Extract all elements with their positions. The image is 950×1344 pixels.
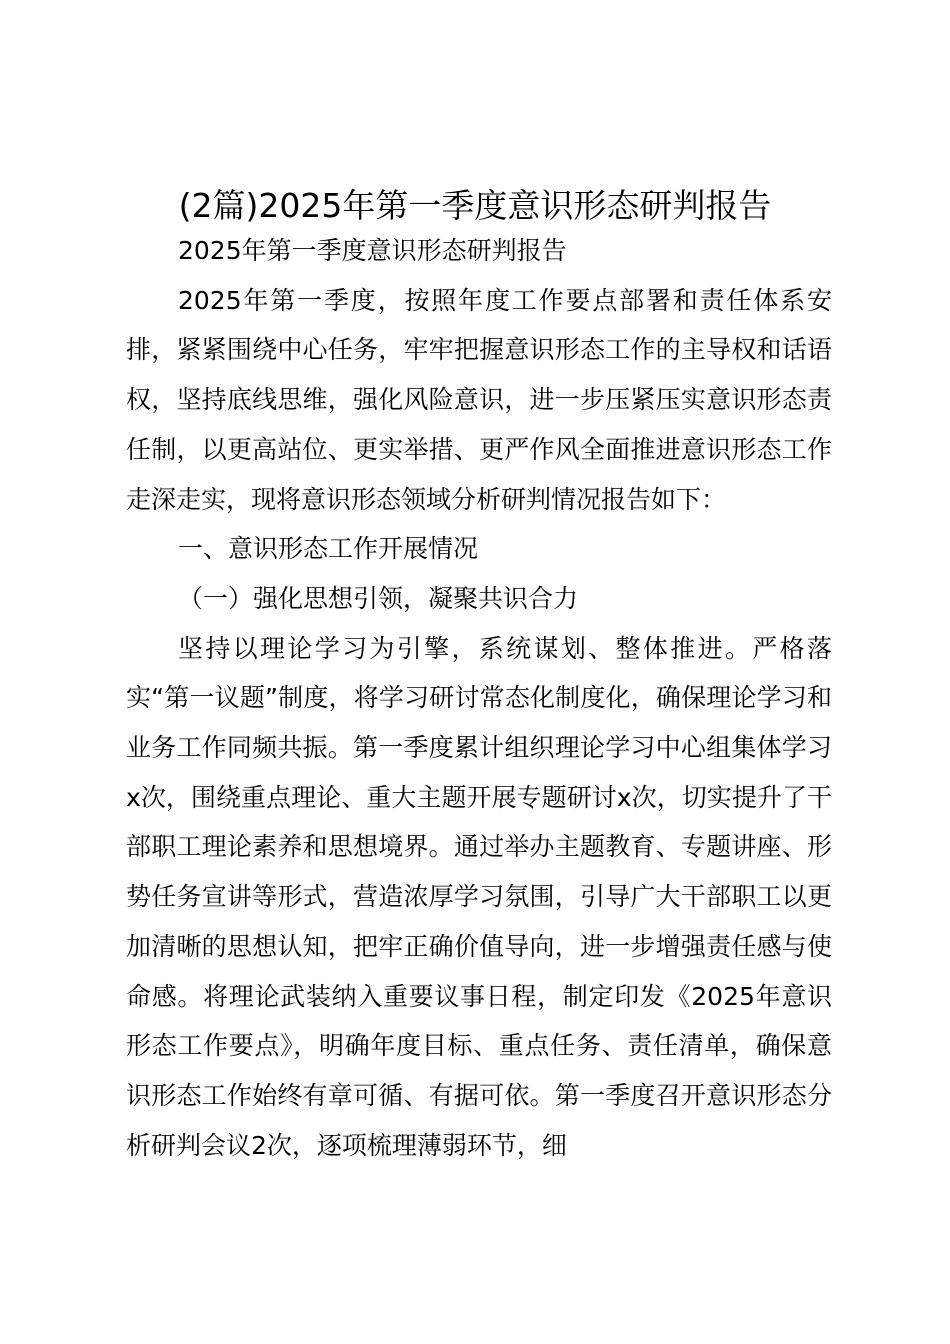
body-paragraph: 坚持以理论学习为引擎，系统谋划、整体推进。严格落实“第一议题”制度，将学习研讨常态化制度化，确保理论学习和业务工作同频共振。第一季度累计组织理论学习中心组集体学习x次，围绕重点理论、重大主题开展专题研讨x次，切实提升了干部职工理论素养和思想境界。通过举办主题教育、专题讲座、形势任务宣讲等形式，营造浓厚学习氛围，引导广大干部职工以更加清晰的思想认知，把牢正确价值导向，进一步增强责任感与使命感。将理论武装纳入重要议事日程，制定印发《2025年意识形态工作要点》，明确年度目标、重点任务、责任清单，确保意识形态工作始终有章可循、有据可依。第一季度召开意识形态分析研判会议2次，逐项梳理薄弱环节，细: [126, 633, 832, 1160]
intro-paragraph: 2025年第一季度，按照年度工作要点部署和责任体系安排，紧紧围绕中心任务，牢牢把握意识形态工作的主导权和话语权，坚持底线思维，强化风险意识，进一步压紧压实意识形态责任制，以更高站位、更实举措、更严作风全面推进意识形态工作走深走实，现将意识形态领域分析研判情况报告如下：: [126, 285, 832, 514]
document-body: [126, 226, 832, 1170]
subsection-heading-1: （一）强化思想引领，凝聚共识合力: [178, 583, 579, 613]
section-heading-1: 一、意识形态工作开展情况: [178, 534, 479, 564]
document-subtitle: 2025年第一季度意识形态研判报告: [178, 236, 567, 265]
document-title: (2篇)2025年第一季度意识形态研判报告: [178, 186, 772, 225]
